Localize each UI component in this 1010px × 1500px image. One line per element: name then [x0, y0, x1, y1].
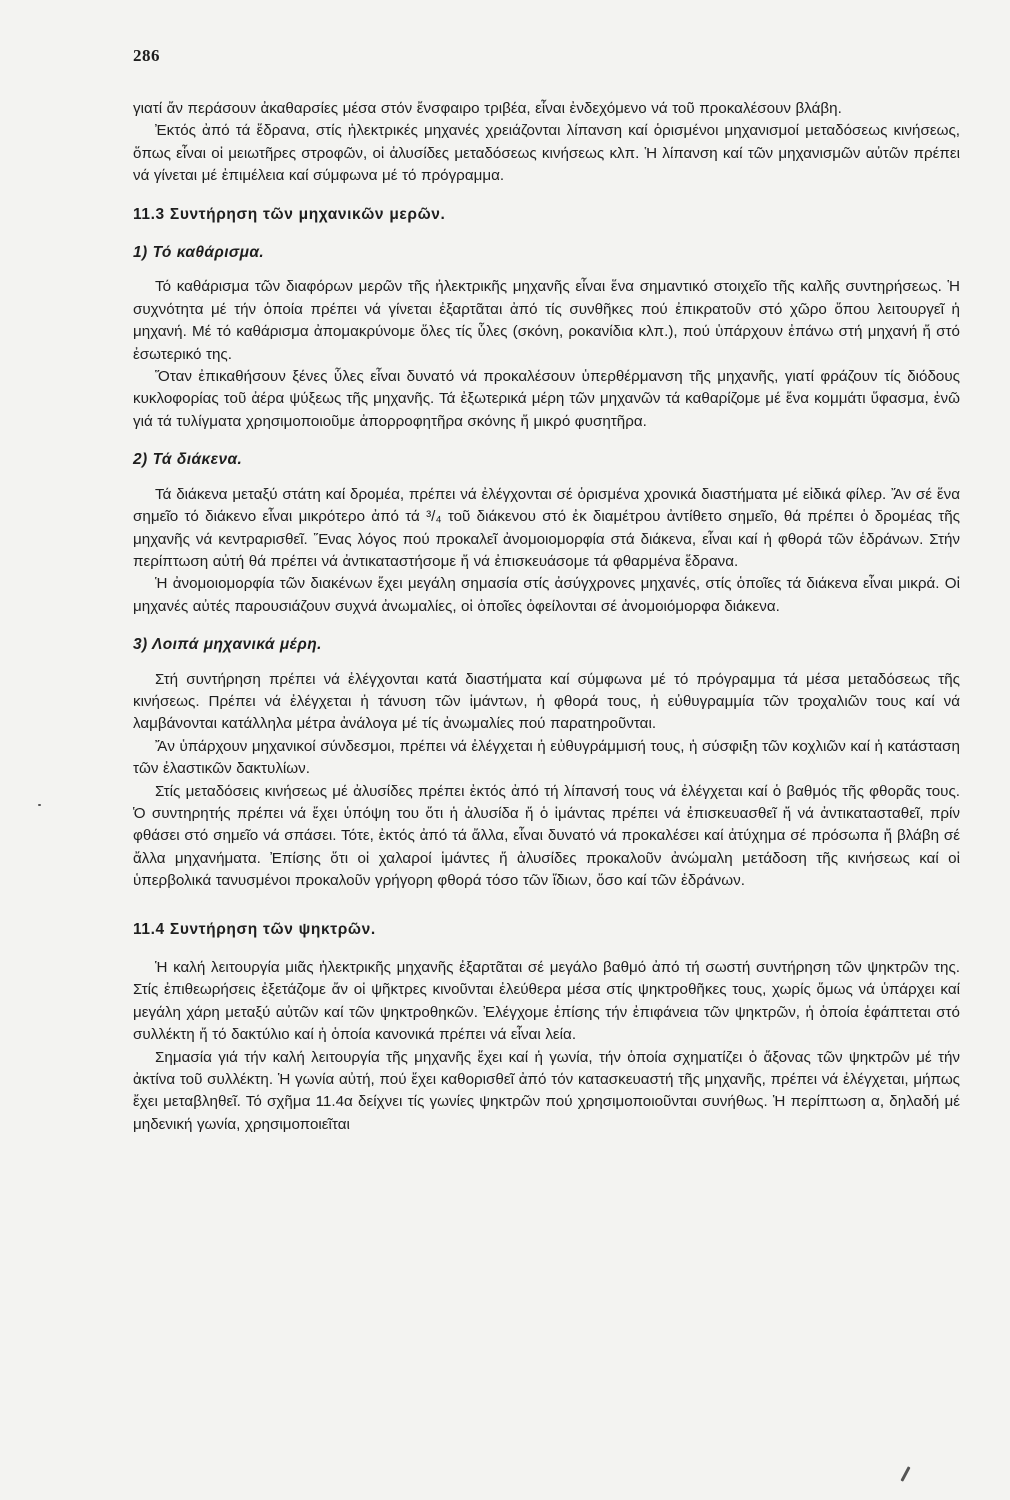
paragraph-8: Ἄν ὑπάρχουν μηχανικοί σύνδεσμοι, πρέπει νά ἐλέγχεται ἡ εὐθυγράμμισή τους, ἡ σύσφιξη τῶν κοχλιῶν καί ἡ κατάσταση τῶν ἐλαστικῶν δακτυλίων. [133, 737, 960, 778]
paragraph-6: Ἡ ἀνομοιομορφία τῶν διακένων ἔχει μεγάλη σημασία στίς ἀσύγχρονες μηχανές, στίς ὁποῖες τά διάκενα εἶναι μικρά. Οἱ μηχανές αὐτές παρουσιάζουν συχνά ἀνωμαλίες, οἱ ὁποῖες ὀφείλονται σέ ἀνομοιόμορφα διάκενα. [133, 575, 960, 615]
paragraph-7: Στή συντήρηση πρέπει νά ἐλέγχονται κατά διαστήματα καί σύμφωνα μέ τό πρόγραμμα τά μέσα μεταδόσεως τῆς κινήσεως. Πρέπει νά ἐλέγχεται ἡ τάνυση τῶν ἱμάντων, ἡ φθορά τους, ἡ εὐθυγραμμία τῶν τροχαλιῶν τους καί νά λαμβάνονται κατάλληλα μέτρα ἀνάλογα μέ τίς ἀνωμαλίες πού παρατηροῦνται. [133, 670, 960, 733]
paragraph-10: Ἡ καλή λειτουργία μιᾶς ἠλεκτρικῆς μηχανῆς ἐξαρτᾶται σέ μεγάλο βαθμό ἀπό τή σωστή συντήρηση τῶν ψηκτρῶν της. Στίς ἐπιθεωρήσεις ἐξετάζομε ἄν οἱ ψῆκτρες κινοῦνται ἐλεύθερα μέσα στίς ψηκτροθῆκες τους, χωρίς ὅμως νά ὑπάρχει καί μεγάλη χάρη μεταξύ αὐτῶν καί τῶν ψηκτροθηκῶν. Ἐλέγχομε ἐπίσης τήν ἐπιφάνεια τῶν ψηκτρῶν, ἡ ὁποία ἐφάπτεται στό συλλέκτη ἤ τό δακτύλιο καί ἡ ὁποία κανονικά πρέπει νά εἶναι λεία. [133, 959, 960, 1044]
page-body [133, 98, 960, 1136]
paragraph-4: Ὅταν ἐπικαθήσουν ξένες ὗλες εἶναι δυνατό νά προκαλέσουν ὑπερθέρμανση τῆς μηχανῆς, γιατί φράζουν τίς διόδους κυκλοφορίας τοῦ ἀέρα ψύξεως τῆς μηχανῆς. Τά ἐξωτερικά μέρη τῶν μηχανῶν τά καθαρίζομε μέ ἕνα κομμάτι ὕφασμα, ἐνῶ γιά τά τυλίγματα χρησιμοποιοῦμε ἀπορροφητῆρα σκόνης ἤ μικρό φυσητῆρα. [133, 368, 960, 430]
paragraph-5: Τά διάκενα μεταξύ στάτη καί δρομέα, πρέπει νά ἐλέγχονται σέ ὁρισμένα χρονικά διαστήματα μέ εἰδικά φίλερ. Ἄν σέ ἕνα σημεῖο τό διάκενο εἶναι μικρότερο ἀπό τά ³/₄ τοῦ διάκενου στό ἐκ διαμέτρου ἀντίθετο σημεῖο, θά πρέπει ὁ δρομέας τῆς μηχανῆς νά κεντραρισθεῖ. Ἕνας λόγος πού προκαλεῖ ἀνομοιομορφία στά διάκενα, εἶναι καί ἡ φθορά τῶν ἑδράνων. Στήν περίπτωση αὐτή θά πρέπει νά ἀντικαταστήσομε ἤ νά ἐπισκευάσομε τά φθαρμένα ἕδρανα. [133, 485, 960, 570]
section-heading-11-4: 11.4 Συντήρηση τῶν ψηκτρῶν. [133, 920, 376, 938]
paragraph-2: Ἐκτός ἀπό τά ἕδρανα, στίς ἠλεκτρικές μηχανές χρειάζονται λίπανση καί ὁρισμένοι μηχανισμοί μεταδόσεως κινήσεως, ὅπως εἶναι οἱ μειωτῆρες στροφῶν, οἱ ἀλυσίδες μεταδόσεως κινήσεως κλπ. Ἡ λίπανση καί τῶν μηχανισμῶν αὐτῶν πρέπει νά γίνεται μέ ἐπιμέλεια καί σύμφωνα μέ τό πρόγραμμα. [133, 122, 960, 185]
paragraph-3: Τό καθάρισμα τῶν διαφόρων μερῶν τῆς ἠλεκτρικῆς μηχανῆς εἶναι ἕνα σημαντικό στοιχεῖο τῆς καλῆς συντηρήσεως. Ἡ συχνότητα μέ τήν ὁποία πρέπει νά γίνεται ἐξαρτᾶται ἀπό τίς συνθῆκες πού ἐπικρατοῦν στό χῶρο ὅπου λειτουργεῖ ἡ μηχανή. Μέ τό καθάρισμα ἀπομακρύνομε ὅλες τίς ὗλες (σκόνη, ροκανίδια κλπ.), πού ὑπάρχουν ἐπάνω στή μηχανή ἤ στό ἐσωτερικό της. [133, 278, 960, 363]
pen-mark [900, 1466, 910, 1482]
subheading-air-gaps: 2) Τά διάκενα. [133, 451, 243, 469]
subheading-other-parts: 3) Λοιπά μηχανικά μέρη. [133, 636, 322, 654]
page-number: 286 [133, 46, 160, 65]
dust-speck [38, 804, 41, 806]
paragraph-1: γιατί ἄν περάσουν ἀκαθαρσίες μέσα στόν ἔνσφαιρο τριβέα, εἶναι ἐνδεχόμενο νά τοῦ προκαλέσουν βλάβη. [133, 100, 842, 117]
paragraph-9: Στίς μεταδόσεις κινήσεως μέ ἀλυσίδες πρέπει ἐκτός ἀπό τή λίπανσή τους νά ἐλέγχεται καί ὁ βαθμός τῆς φθορᾶς τους. Ὁ συντηρητής πρέπει νά ἔχει ὑπόψη του ὅτι ἡ ἀλυσίδα ἤ ὁ ἱμάντας πρέπει νά ἐπισκευασθεῖ ἤ νά ἀντικατασταθεῖ, πρίν φθάσει στό σημεῖο νά σπάσει. Τότε, ἐκτός ἀπό τά ἄλλα, εἶναι δυνατό νά προκαλέσει καί ἀτύχημα σέ πρόσωπα ἤ βλάβη σέ ἄλλα μηχανήματα. Ἐπίσης ὅτι οἱ χαλαροί ἱμάντες ἤ ἀλυσίδες προκαλοῦν ἀνώμαλη μετάδοση τῆς κινήσεως καί οἱ ὑπερβολικά τανυσμένοι προκαλοῦν γρήγορη φθορά τόσο τῶν ἴδιων, ὅσο καί τῶν ἑδράνων. [133, 782, 960, 890]
paragraph-11: Σημασία γιά τήν καλή λειτουργία τῆς μηχανῆς ἔχει καί ἡ γωνία, τήν ὁποία σχηματίζει ὁ ἄξονας τῶν ψηκτρῶν μέ τήν ἀκτίνα τοῦ συλλέκτη. Ἡ γωνία αὐτή, πού ἔχει καθορισθεῖ ἀπό τόν κατασκευαστή τῆς μηχανῆς, πρέπει νά ἐλέγχεται, μήπως ἔχει μεταβληθεῖ. Τό σχῆμα 11.4α δείχνει τίς γωνίες ψηκτρῶν πού χρησιμοποιοῦνται συνήθως. Ἡ περίπτωση α, δηλαδή μέ μηδενική γωνία, χρησιμοποιεῖται [133, 1048, 960, 1133]
subheading-cleaning: 1) Τό καθάρισμα. [133, 244, 265, 262]
section-heading-11-3: 11.3 Συντήρηση τῶν μηχανικῶν μερῶν. [133, 205, 446, 223]
